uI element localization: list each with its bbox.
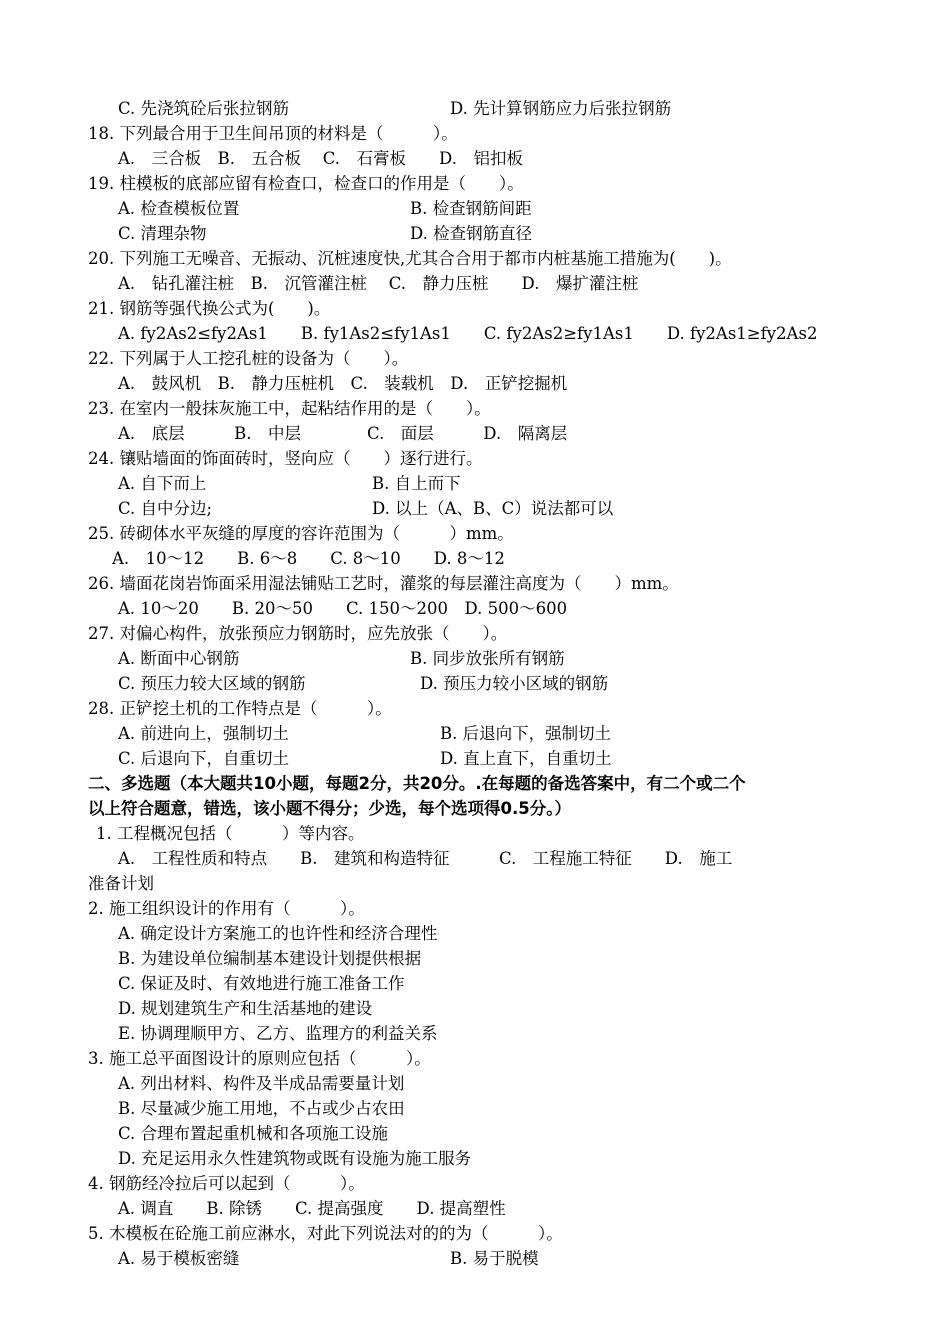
option-text: B. 后退向下，强制切土 — [440, 724, 612, 743]
option-text: D. 以上（A、B、C）说法都可以 — [372, 499, 614, 518]
question-line: A. fy2As2≤fy2As1 B. fy1As2≤fy1As1 C. fy2As2≥fy1As1 D. fy2As1≥fy2As2 — [118, 324, 818, 343]
question-line: 23. 在室内一般抹灰施工中，起粘结作用的是（ ）。 — [88, 399, 491, 418]
option-text: B. 检查钢筋间距 — [410, 199, 532, 218]
question-line: A. 检查模板位置 — [118, 199, 240, 218]
question-line: A. 10～20 B. 20～50 C. 150～200 D. 500～600 — [118, 599, 568, 618]
question-line: D. 充足运用永久性建筑物或既有设施为施工服务 — [118, 1149, 472, 1168]
question-line: A. 工程性质和特点 B. 建筑和构造特征 C. 工程施工特征 D. 施工 — [118, 849, 733, 868]
question-line: 3. 施工总平面图设计的原则应包括（ ）。 — [88, 1049, 431, 1068]
question-line: D. 规划建筑生产和生活基地的建设 — [118, 999, 373, 1018]
option-text: D. 检查钢筋直径 — [410, 224, 533, 243]
question-line: E. 协调理顺甲方、乙方、监理方的利益关系 — [118, 1024, 438, 1043]
question-line: 5. 木模板在砼施工前应淋水，对此下列说法对的的为（ ）。 — [88, 1224, 563, 1243]
question-line: 22. 下列属于人工挖孔桩的设备为（ ）。 — [88, 349, 409, 368]
question-line: 1. 工程概况包括（ ）等内容。 — [96, 824, 365, 843]
question-line: A. 列出材料、构件及半成品需要量计划 — [118, 1074, 405, 1093]
question-line: A. 钻孔灌注桩 B. 沉管灌注桩 C. 静力压桩 D. 爆扩灌注桩 — [118, 274, 639, 293]
option-text: D. 直上直下，自重切土 — [440, 749, 612, 768]
question-line: B. 为建设单位编制基本建设计划提供根据 — [118, 949, 422, 968]
question-line: C. 后退向下，自重切土 — [118, 749, 290, 768]
question-line: 21. 钢筋等强代换公式为( )。 — [88, 299, 331, 318]
question-line: 27. 对偏心构件，放张预应力钢筋时，应先放张（ ）。 — [88, 624, 508, 643]
question-line: C. 自中分边; — [118, 499, 213, 518]
question-line: 19. 柱模板的底部应留有检查口，检查口的作用是（ ）。 — [88, 174, 524, 193]
option-text: D. 先计算钢筋应力后张拉钢筋 — [450, 99, 672, 118]
question-line: C. 清理杂物 — [118, 224, 207, 243]
question-line: A. 前进向上，强制切土 — [118, 724, 289, 743]
question-line: A. 断面中心钢筋 — [118, 649, 240, 668]
section-heading: 二、多选题（本大题共10小题，每题2分，共20分。.在每题的备选答案中，有二个或二个 — [88, 774, 746, 793]
question-line: 26. 墙面花岗岩饰面采用湿法铺贴工艺时，灌浆的每层灌注高度为（ ）mm。 — [88, 574, 679, 593]
question-line: 18. 下列最合用于卫生间吊顶的材料是（ ）。 — [88, 124, 458, 143]
question-line: C. 预压力较大区域的钢筋 — [118, 674, 306, 693]
question-line: 25. 砖砌体水平灰缝的厚度的容许范围为（ ）mm。 — [88, 524, 514, 543]
question-line: A. 鼓风机 B. 静力压桩机 C. 装载机 D. 正铲挖掘机 — [118, 374, 568, 393]
question-line: A. 10～12 B. 6～8 C. 8～10 D. 8～12 — [112, 549, 505, 568]
question-line: 24. 镶贴墙面的饰面砖时，竖向应（ ）逐行进行。 — [88, 449, 483, 468]
question-line: A. 易于模板密缝 — [118, 1249, 240, 1268]
question-line: A. 自下而上 — [118, 474, 207, 493]
question-line: A. 调直 B. 除锈 C. 提高强度 D. 提高塑性 — [118, 1199, 506, 1218]
question-line: 2. 施工组织设计的作用有（ ）。 — [88, 899, 365, 918]
question-line: A. 三合板 B. 五合板 C. 石膏板 D. 铝扣板 — [118, 149, 523, 168]
question-line: 28. 正铲挖土机的工作特点是（ ）。 — [88, 699, 392, 718]
option-text: D. 预压力较小区域的钢筋 — [420, 674, 609, 693]
option-text: B. 同步放张所有钢筋 — [410, 649, 565, 668]
section-heading: 以上符合题意，错选，该小题不得分；少选，每个选项得0.5分。） — [88, 799, 571, 818]
question-line: C. 保证及时、有效地进行施工准备工作 — [118, 974, 405, 993]
option-text: B. 易于脱模 — [450, 1249, 539, 1268]
question-line: B. 尽量减少施工用地，不占或少占农田 — [118, 1099, 405, 1118]
question-line: 4. 钢筋经冷拉后可以起到（ ）。 — [88, 1174, 365, 1193]
question-line: C. 合理布置起重机械和各项施工设施 — [118, 1124, 389, 1143]
question-line: A. 确定设计方案施工的也许性和经济合理性 — [118, 924, 438, 943]
question-line: C. 先浇筑砼后张拉钢筋 — [118, 99, 290, 118]
question-line: A. 底层 B. 中层 C. 面层 D. 隔离层 — [118, 424, 568, 443]
question-line: 20. 下列施工无噪音、无振动、沉桩速度快,尤其合合用于都市内桩基施工措施为( )。 — [88, 249, 732, 268]
option-text: B. 自上而下 — [372, 474, 461, 493]
question-line: 准备计划 — [88, 874, 154, 893]
